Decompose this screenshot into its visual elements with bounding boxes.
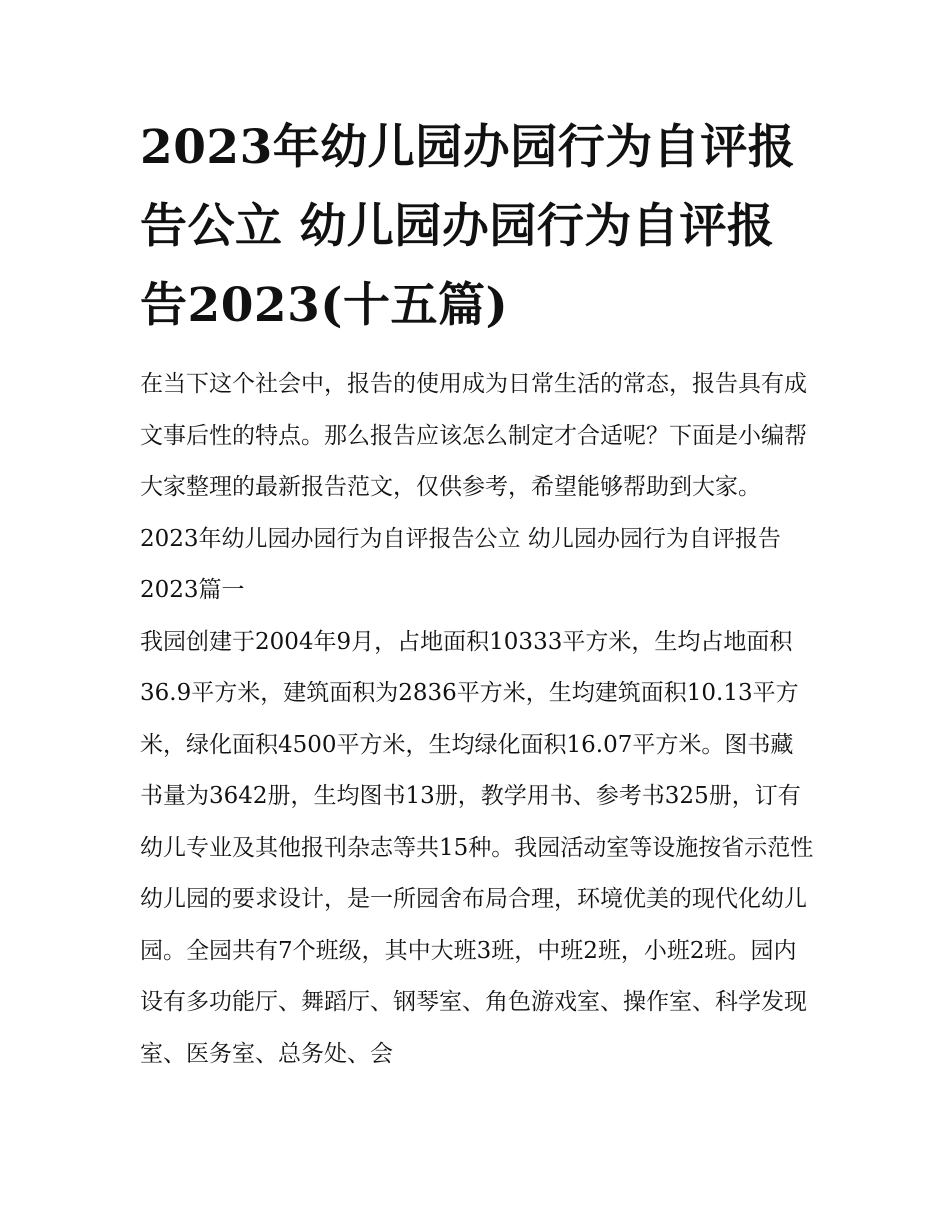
- document-title: 2023年幼儿园办园行为自评报告公立 幼儿园办园行为自评报告2023(十五篇): [140, 120, 796, 333]
- document-body: [140, 359, 815, 1080]
- body-paragraph: 我园创建于2004年9月，占地面积10333平方米，生均占地面积36.9平方米，建筑面积为2836平方米，生均建筑面积10.13平方米，绿化面积4500平方米，生均绿化面积16.07平方米。图书藏书量为3642册，生均图书13册，教学用书、参考书325册，订有幼儿专业及其他报刊杂志等共15种。我园活动室等设施按省示范性幼儿园的要求设计，是一所园舍布局合理，环境优美的现代化幼儿园。全园共有7个班级，其中大班3班，中班2班，小班2班。园内设有多功能厅、舞蹈厅、钢琴室、角色游戏室、操作室、科学发现室、医务室、总务处、会: [140, 628, 814, 1067]
- document-page: [140, 108, 815, 1080]
- intro-paragraph: 在当下这个社会中，报告的使用成为日常生活的常态，报告具有成文事后性的特点。那么报告应该怎么制定才合适呢？下面是小编帮大家整理的最新报告范文，仅供参考，希望能够帮助到大家。: [140, 371, 807, 500]
- section-heading: 2023年幼儿园办园行为自评报告公立 幼儿园办园行为自评报告2023篇一: [140, 525, 781, 603]
